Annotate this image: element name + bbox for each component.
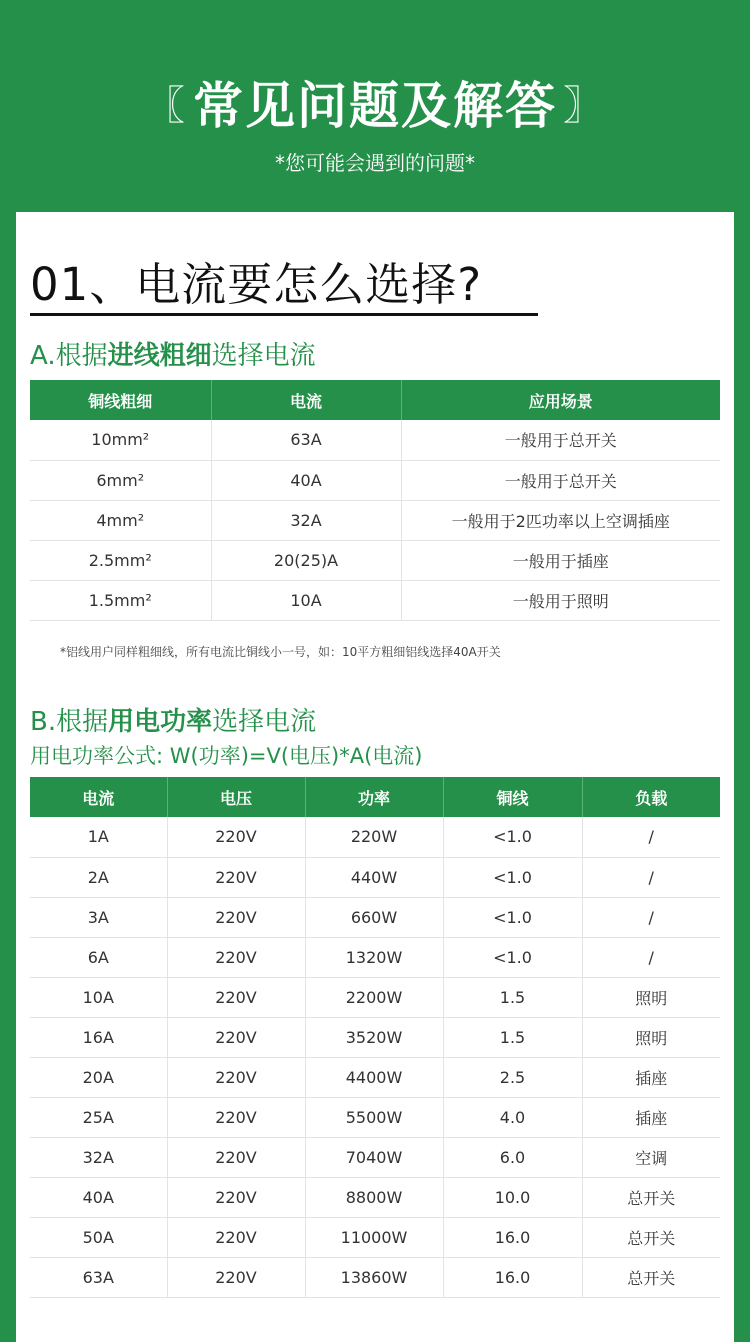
column-header: 电流 xyxy=(30,777,167,817)
power-formula: 用电功率公式: W(功率)=V(电压)*A(电流) xyxy=(30,744,423,768)
table-cell: 一般用于总开关 xyxy=(401,420,720,460)
table-cell: 10mm² xyxy=(30,420,211,460)
table-cell: 总开关 xyxy=(582,1177,720,1217)
column-header: 铜线 xyxy=(443,777,582,817)
table-cell: <1.0 xyxy=(443,897,582,937)
table-row xyxy=(30,420,720,460)
table-cell: 50A xyxy=(30,1217,167,1257)
table-cell: 2A xyxy=(30,857,167,897)
section-a-title xyxy=(30,340,316,372)
section-b-prefix: B.根据 xyxy=(30,707,109,737)
table-cell: 220V xyxy=(167,857,305,897)
table-cell: 11000W xyxy=(305,1217,443,1257)
page-title xyxy=(0,74,750,138)
table-cell: <1.0 xyxy=(443,937,582,977)
table-cell: 插座 xyxy=(582,1097,720,1137)
table-cell: / xyxy=(582,937,720,977)
table-cell: 一般用于照明 xyxy=(401,580,720,620)
question-title: 01、电流要怎么选择? xyxy=(30,254,538,316)
table-cell: <1.0 xyxy=(443,857,582,897)
table-cell: / xyxy=(582,857,720,897)
table-row xyxy=(30,500,720,540)
table-cell: 3520W xyxy=(305,1017,443,1057)
table-cell: 220W xyxy=(305,817,443,857)
table-header-row xyxy=(30,777,720,817)
table-cell: 7040W xyxy=(305,1137,443,1177)
table-cell: 照明 xyxy=(582,977,720,1017)
table-row xyxy=(30,857,720,897)
table-cell: 440W xyxy=(305,857,443,897)
table-cell: 空调 xyxy=(582,1137,720,1177)
table-cell: 10A xyxy=(30,977,167,1017)
table-cell: 总开关 xyxy=(582,1217,720,1257)
table-cell: 1.5 xyxy=(443,977,582,1017)
column-header: 负载 xyxy=(582,777,720,817)
section-a-emphasis: 进线粗细 xyxy=(107,341,212,371)
title-bracket-right: 〗 xyxy=(563,83,605,129)
table-cell: 4mm² xyxy=(30,500,211,540)
table-cell: 一般用于总开关 xyxy=(401,460,720,500)
table-cell: 6.0 xyxy=(443,1137,582,1177)
table-cell: 4400W xyxy=(305,1057,443,1097)
table-cell: 2200W xyxy=(305,977,443,1017)
table-cell: 63A xyxy=(211,420,401,460)
table-cell: 660W xyxy=(305,897,443,937)
table-cell: 25A xyxy=(30,1097,167,1137)
table-cell: 8800W xyxy=(305,1177,443,1217)
table-row xyxy=(30,1217,720,1257)
table-cell: 220V xyxy=(167,1137,305,1177)
wire-size-table xyxy=(30,380,720,621)
table-cell: 20A xyxy=(30,1057,167,1097)
table-cell: 总开关 xyxy=(582,1257,720,1297)
table-row xyxy=(30,1057,720,1097)
table-cell: 3A xyxy=(30,897,167,937)
column-header: 电流 xyxy=(211,380,401,420)
table-cell: 2.5 xyxy=(443,1057,582,1097)
table-cell: 一般用于2匹功率以上空调插座 xyxy=(401,500,720,540)
table-cell: 220V xyxy=(167,817,305,857)
table-cell: 一般用于插座 xyxy=(401,540,720,580)
table-cell: 220V xyxy=(167,1097,305,1137)
column-header: 电压 xyxy=(167,777,305,817)
table-row xyxy=(30,1137,720,1177)
table-cell: / xyxy=(582,897,720,937)
section-b-emphasis: 用电功率 xyxy=(108,707,213,737)
table-row xyxy=(30,580,720,620)
table-row xyxy=(30,1177,720,1217)
table-cell: 13860W xyxy=(305,1257,443,1297)
table-cell: <1.0 xyxy=(443,817,582,857)
table-cell: 220V xyxy=(167,897,305,937)
table-cell: 10.0 xyxy=(443,1177,582,1217)
table-cell: 16.0 xyxy=(443,1217,582,1257)
page-header xyxy=(0,0,750,212)
section-b-title xyxy=(30,706,316,738)
table-row xyxy=(30,540,720,580)
table-cell: 32A xyxy=(30,1137,167,1177)
column-header: 铜线粗细 xyxy=(30,380,211,420)
table-cell: 4.0 xyxy=(443,1097,582,1137)
column-header: 应用场景 xyxy=(401,380,720,420)
table-cell: 220V xyxy=(167,1177,305,1217)
table-cell: / xyxy=(582,817,720,857)
content-panel xyxy=(16,212,734,1342)
table-cell: 1A xyxy=(30,817,167,857)
section-b-suffix: 选择电流 xyxy=(212,707,317,737)
table-cell: 32A xyxy=(211,500,401,540)
table-cell: 1.5mm² xyxy=(30,580,211,620)
table-row xyxy=(30,460,720,500)
table-row xyxy=(30,1017,720,1057)
table-cell: 1.5 xyxy=(443,1017,582,1057)
power-table xyxy=(30,777,720,1298)
table-cell: 1320W xyxy=(305,937,443,977)
table-row xyxy=(30,817,720,857)
section-a-prefix: A.根据 xyxy=(30,341,108,371)
title-bracket-left: 〖 xyxy=(145,83,187,129)
table-cell: 63A xyxy=(30,1257,167,1297)
table-cell: 220V xyxy=(167,1257,305,1297)
table-header-row xyxy=(30,380,720,420)
table-cell: 插座 xyxy=(582,1057,720,1097)
section-a-suffix: 选择电流 xyxy=(211,341,316,371)
table-cell: 照明 xyxy=(582,1017,720,1057)
table-cell: 40A xyxy=(30,1177,167,1217)
aluminum-note: *铝线用户同样粗细线，所有电流比铜线小一号，如：10平方粗细铝线选择40A开关 xyxy=(60,645,501,659)
table-cell: 220V xyxy=(167,977,305,1017)
table-cell: 2.5mm² xyxy=(30,540,211,580)
table-row xyxy=(30,937,720,977)
table-cell: 220V xyxy=(167,1057,305,1097)
table-row xyxy=(30,1097,720,1137)
table-cell: 16.0 xyxy=(443,1257,582,1297)
table-cell: 6A xyxy=(30,937,167,977)
page-subtitle: *您可能会遇到的问题* xyxy=(275,151,475,175)
table-cell: 220V xyxy=(167,937,305,977)
table-cell: 40A xyxy=(211,460,401,500)
table-cell: 16A xyxy=(30,1017,167,1057)
table-cell: 220V xyxy=(167,1017,305,1057)
table-cell: 20(25)A xyxy=(211,540,401,580)
title-text: 常见问题及解答 xyxy=(193,77,557,135)
table-cell: 220V xyxy=(167,1217,305,1257)
table-row xyxy=(30,977,720,1017)
table-row xyxy=(30,1257,720,1297)
table-row xyxy=(30,897,720,937)
column-header: 功率 xyxy=(305,777,443,817)
table-cell: 6mm² xyxy=(30,460,211,500)
table-cell: 5500W xyxy=(305,1097,443,1137)
table-cell: 10A xyxy=(211,580,401,620)
